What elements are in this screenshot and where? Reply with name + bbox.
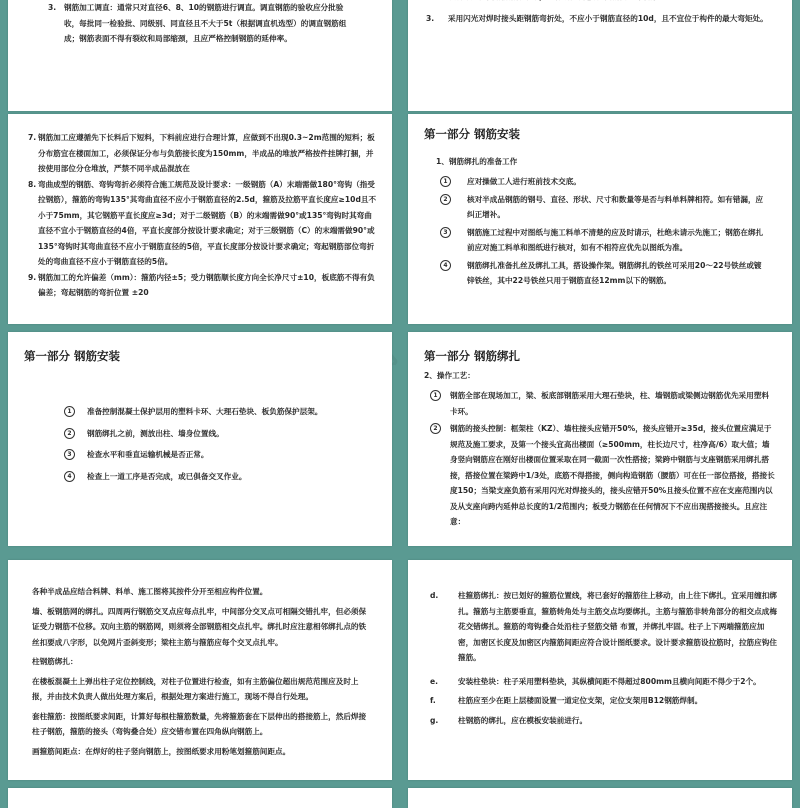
item-number: 3.: [426, 14, 435, 23]
list-item: [430, 388, 775, 419]
page-title: 第一部分 钢筋绑扎: [424, 349, 521, 363]
list-item: [440, 225, 765, 256]
slide-card-4: [408, 114, 792, 324]
item-text: 检查上一道工序是否完成，或已俱备交叉作业。: [87, 471, 247, 481]
page-title: 第一部分 钢筋安装: [24, 349, 121, 363]
item-text: 检查水平和垂直运输机械是否正常。: [87, 450, 209, 459]
item-text: [448, 0, 778, 5]
item-text: 柱箍筋绑扎：按已划好的箍筋位置线，将已套好的箍筋往上移动，由上往下绑扎，宜采用缠扣绑扎。箍筋与主筋要垂直，箍筋转角处与主筋交点均要绑扎，主筋与箍筋非转角部分的相交点成梅花交错绑扎。箍筋的弯钩叠合处沿柱子竖筋交错 布置，并绑扎牢固。柱子上下两端箍筋应加密，加密区长度及加密区内箍筋间距应符合设计图纸要求。设计要求箍筋设拉筋时，拉筋应钩住箍筋。: [458, 591, 777, 662]
item-text: 钢筋加工的允许偏差（mm）：箍筋内径±5；受力钢筋顺长度方向全长净尺寸±10，板底筋不得有负偏差；弯起钢筋的弯折位置 ±20: [38, 272, 375, 297]
item-text: 钢筋加工调直：通常只对直径6、8、10的钢筋进行调直。调直钢筋的验收应分批验收，每批同一检验批、同级别、同直径且不大于5t（根据调直机选型）的调直钢筋组成；钢筋表面不得有裂纹和局部缩颈，且应严格控制钢筋的延伸率。: [64, 3, 347, 43]
item-text: 钢筋全部在现场加工，梁、板底部钢筋采用大理石垫块，柱、墙钢筋或梁侧边钢筋优先采用塑料卡环。: [450, 391, 769, 416]
item-number: 8.: [28, 179, 37, 189]
item-text: 安装柱垫块：柱子采用塑料垫块，其纵横间距不得超过800mm且横向间距不得少于2个。: [458, 676, 761, 686]
item-text: 采用闪光对焊时接头距钢筋弯折处，不应小于钢筋直径的10d，且不宜位于构件的最大弯矩处。: [448, 14, 768, 23]
list-item: [440, 174, 765, 190]
paragraph: 在楼板混凝土上弹出柱子定位控制线，对柱子位置进行检查，如有主筋偏位超出规范范围应及时上报，并由技术负责人做出处理方案后，根据处理方案进行施工，现场不得自行处理。: [32, 676, 359, 701]
list-item: [430, 421, 775, 530]
list-item: [64, 404, 374, 420]
item-number: 9.: [28, 272, 37, 282]
list-item: [28, 130, 378, 177]
item-letter: g.: [430, 715, 439, 725]
list-item: [64, 447, 374, 463]
slide-card-7: [8, 560, 392, 780]
slide-card-3: [8, 114, 392, 324]
item-number: 3: [440, 227, 451, 238]
slide-card-10: [408, 788, 792, 808]
item-number: 3: [64, 449, 75, 460]
section-heading: 2、操作工艺：: [424, 371, 475, 380]
list-item: [440, 258, 765, 289]
paragraph: 墙、板钢筋网的绑扎。四周两行钢筋交叉点应每点扎牢，中间部分交叉点可相隔交错扎牢，但必须保证受力钢筋不位移。双向主筋的钢筋网，则须将全部钢筋相交点扎牢。绑扎时应注意相邻绑扎点的铁丝扣要成八字形，以免网片歪斜变形；梁柱主筋与箍筋应每个交叉点扎牢。: [32, 606, 367, 647]
paragraph: 各种半成品应结合料牌、料单、施工图将其按件分开至相应构件位置。: [32, 587, 268, 596]
paragraph: 柱钢筋绑扎：: [32, 657, 78, 666]
list-item: [28, 270, 378, 301]
item-number: 1: [430, 390, 441, 401]
paragraph: 套柱箍筋：按图纸要求间距，计算好每根柱箍筋数量，先将箍筋套在下层伸出的搭接筋上，然后焊接柱子钢筋，箍筋的接头（弯钩叠合处）应交错布置在四角纵向钢筋上。: [32, 711, 367, 736]
item-number: 1: [440, 176, 451, 187]
item-text: 柱钢筋的绑扎，应在模板安装前进行。: [458, 715, 588, 725]
list-item: [440, 192, 765, 223]
item-text: 核对半成品钢筋的钢号、直径、形状、尺寸和数量等是否与料单料牌相符。如有错漏，应纠正增补。: [467, 194, 764, 219]
list-item: [64, 469, 374, 485]
slide-card-8: [408, 560, 792, 780]
section-heading: 1、钢筋绑扎的准备工作: [436, 157, 518, 166]
item-number: 4: [440, 260, 451, 271]
item-text: 钢筋绑扎之前，测放出柱、墙身位置线。: [87, 428, 224, 438]
item-text: 钢筋的接头控制：框架柱（KZ）、墙柱接头应错开50%，接头应错开≥35d，接头位置应满足于规范及施工要求，及第一个接头宜高出楼面（≥500mm，柱长边尺寸，柱净高/6）取大值；墙身竖向钢筋应在刚好出楼面位置采取在同一截面一次性搭接；梁跨中钢筋与支座钢筋采用绑扎搭接，搭接位置在梁跨中1/3处，底筋不得搭接，侧向构造钢筋（腰筋）可在任一部位搭接，搭接长度150；当梁支座负筋有采用闪光对焊接头的，接头应错开50%且接头位置不应在支座范围内以及从支座向跨内延伸总长度的1/2范围内；板受力钢筋在任何情况下不应出现搭接接头。且应注意：: [450, 424, 775, 526]
slide-card-1: [8, 0, 392, 111]
item-text: 准备控制混凝土保护层用的塑料卡环、大理石垫块、板负筋保护层架。: [87, 407, 323, 416]
item-number: 2: [430, 423, 441, 434]
paragraph: 画箍筋间距点：在焊好的柱子竖向钢筋上，按图纸要求用粉笔划箍筋间距点。: [32, 746, 291, 756]
item-letter: f.: [430, 696, 436, 705]
list-item: [28, 177, 378, 270]
item-number: 1: [64, 406, 75, 417]
page-title: 第一部分 钢筋安装: [424, 127, 521, 141]
list-item: [430, 693, 778, 709]
item-number: 4: [64, 471, 75, 482]
list-item: [64, 426, 374, 442]
item-text: 钢筋绑扎准备扎丝及绑扎工具，搭设操作架。钢筋绑扎的铁丝可采用20～22号铁丝或镀锌铁丝，其中22号铁丝只用于钢筋直径12mm以下的钢筋。: [467, 260, 762, 285]
slide-card-5: [8, 332, 392, 546]
item-number: 7.: [28, 133, 37, 142]
item-text: 钢筋施工过程中对图纸与施工料单不清楚的应及时请示，杜绝未请示先施工；钢筋在绑扎前应对施工料单和图纸进行核对，如有不相符应优先以图纸为准。: [467, 227, 764, 252]
list-item: [430, 674, 778, 690]
item-letter: d.: [430, 591, 439, 600]
slide-card-2: [408, 0, 792, 111]
item-letter: e.: [430, 676, 439, 686]
item-number: 2: [64, 428, 75, 439]
item-text: 钢筋加工应遵循先下长料后下短料，下料前应进行合理计算，应做到不出现0.3~2m范围的短料；板分布筋宜在楼面加工，必须保证分布与负筋接长度为150mm，半成品的堆放严格按件挂牌打捆，并按使用部位分仓堆放，严禁不同半成品混放在: [38, 133, 375, 173]
item-number: 2: [440, 194, 451, 205]
list-item: [430, 588, 778, 666]
item-text: 弯曲成型的钢筋、弯钩弯折必须符合施工规范及设计要求：一级钢筋（A）末端需做180°弯钩（指受拉钢筋），箍筋的弯钩135°其弯曲直径不应小于钢筋直径的2.5d，箍筋及拉筋平直长度应≥10d且不小于75mm，其它钢筋平直长度应≥3d；对于二级钢筋（B）的末端需做90°或135°弯钩时其弯曲直径不宜小于钢筋直径的4倍，平直长度部分按设计要求确定；对于三级钢筋（C）的末端需做90°或135°弯钩时其弯曲直径不应小于钢筋直径的5倍，平直长度部分按设计要求确定；弯起钢筋部位弯折处的弯曲直径不应小于钢筋直径的5倍。: [38, 179, 377, 266]
list-item: [430, 713, 778, 729]
item-text: 应对操做工人进行班前技术交底。: [467, 177, 581, 186]
item-number: 3.: [48, 3, 57, 12]
slide-card-9: [8, 788, 392, 808]
item-text: 柱筋应至少在距上层楼面设置一道定位支架，定位支架用B12钢筋焊制。: [458, 696, 703, 705]
slide-card-6: [408, 332, 792, 546]
